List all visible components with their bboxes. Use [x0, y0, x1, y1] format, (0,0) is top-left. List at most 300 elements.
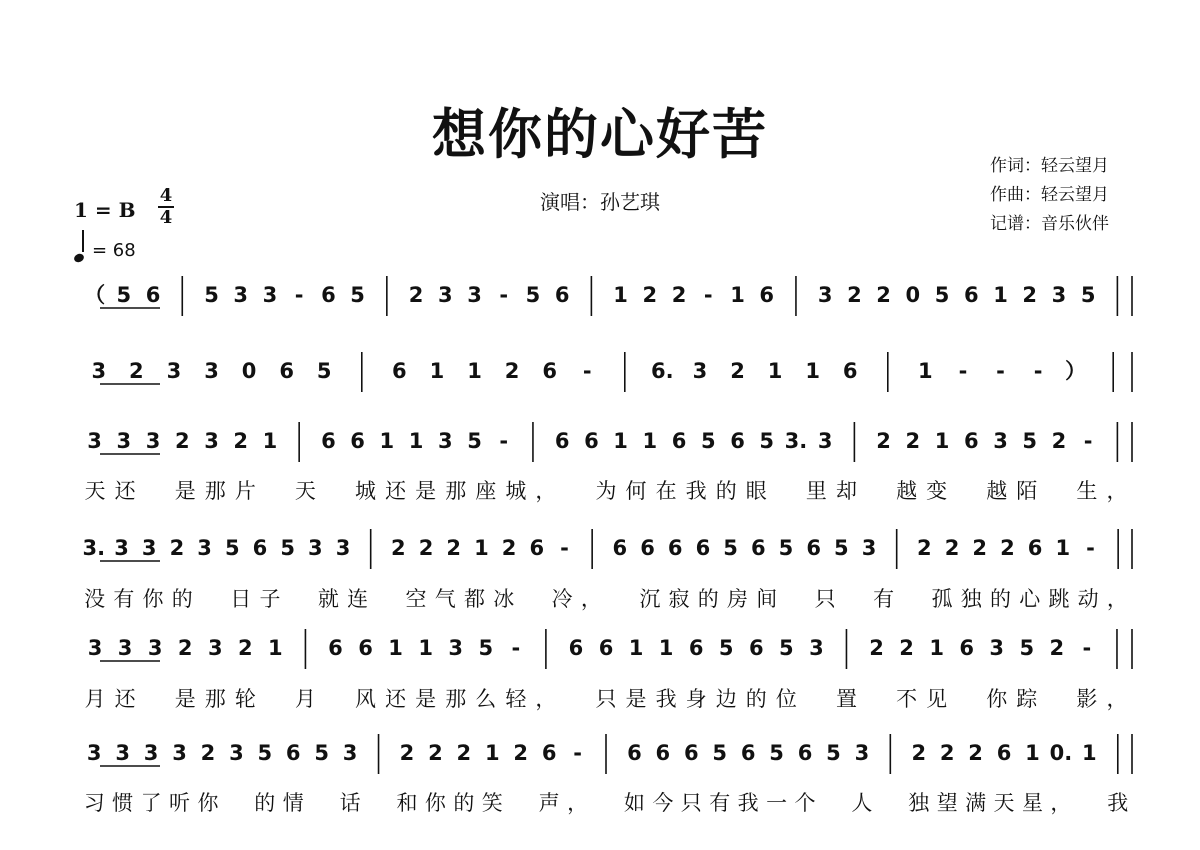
lyric-char: 座 [475, 479, 497, 503]
jianpu-note: 5 [1019, 636, 1035, 660]
lyric-char: 在 [655, 479, 677, 503]
jianpu-note: 6 [640, 536, 655, 560]
jianpu-note: 1 [993, 283, 1008, 307]
lyric-char: 生 [1076, 479, 1098, 503]
jianpu-note: 5 [116, 283, 132, 307]
jianpu-note: 5 [934, 283, 950, 307]
lyric-char: 边 [715, 687, 737, 711]
singer-credit: 演唱：孙艺琪 [540, 190, 660, 214]
lyric-char: 日 [230, 587, 252, 611]
jianpu-note: 5 [723, 536, 738, 560]
jianpu-note: 2 [200, 741, 216, 765]
lyric-char: 冷 [551, 587, 573, 611]
lyric-char: 话 [339, 791, 361, 815]
jianpu-note: 5 [478, 636, 494, 660]
lyric-char: 天 [993, 791, 1015, 815]
lyric-char: 天 [84, 479, 106, 503]
jianpu-note: 1 [767, 359, 783, 383]
jianpu-note: 2 [513, 741, 529, 765]
jianpu-note: 3 [437, 429, 453, 453]
jianpu-note: - [499, 429, 509, 453]
lyric-char: 空 [405, 587, 427, 611]
lyric-char: 笑 [481, 791, 503, 815]
jianpu-note: （ [84, 283, 106, 307]
lyric-char: 就 [317, 587, 339, 611]
jianpu-note: 2 [1000, 536, 1015, 560]
jianpu-note: 1 [929, 636, 944, 660]
lyric-char: 房 [727, 587, 748, 611]
jianpu-note: 2 [1051, 429, 1067, 453]
lyric-char: 独 [908, 791, 930, 815]
jianpu-note: 1 [484, 741, 500, 765]
jianpu-note: 2 [233, 429, 249, 453]
lyric-char: 只 [814, 587, 836, 611]
lyric-char: 如 [623, 791, 645, 815]
lyric-char: 不 [896, 687, 918, 711]
jianpu-note: 5 [779, 636, 794, 660]
jianpu-note: 3 [437, 283, 453, 307]
jianpu-note: ） [1065, 359, 1087, 383]
jianpu-note: 1 [805, 359, 820, 383]
jianpu-note: 3 [233, 283, 249, 307]
jianpu-note: 3 [87, 429, 102, 453]
jianpu-note: 2 [911, 741, 927, 765]
lyric-char: ， [1106, 687, 1128, 711]
lyric-char: 冰 [493, 587, 515, 611]
lyric-char: 一 [766, 791, 788, 815]
jianpu-note: 3 [989, 636, 1005, 660]
lyric-char: ， [580, 587, 602, 611]
jianpu-note: 1 [613, 283, 628, 307]
jianpu-note: 2 [642, 283, 658, 307]
lyric-char: ， [1050, 791, 1072, 815]
lyric-char: 沉 [639, 587, 661, 611]
jianpu-note: 6 [671, 429, 687, 453]
jianpu-note: 6 [612, 536, 628, 560]
transcriber-credit: 记谱：音乐伙伴 [990, 214, 1109, 234]
jianpu-note: 1 [918, 359, 933, 383]
jianpu-note: 2 [456, 741, 472, 765]
jianpu-note: 6 [568, 636, 584, 660]
jianpu-note: 5 [204, 283, 219, 307]
lyric-char: 动 [1077, 587, 1099, 611]
lyric-char: 情 [282, 791, 304, 815]
lyric-char: ， [1106, 479, 1128, 503]
jianpu-note: 5 [280, 536, 295, 560]
jianpu-note: 1 [388, 636, 403, 660]
jianpu-note: 5 [1080, 283, 1096, 307]
lyric-char: 间 [756, 587, 778, 611]
lyric-char: 城 [505, 479, 527, 503]
jianpu-note: 6 [279, 359, 294, 383]
jianpu-note: 5 [257, 741, 273, 765]
lyric-char: 的 [254, 791, 276, 815]
jianpu-note: 0. [1049, 741, 1073, 765]
jianpu-note: 6 [688, 636, 704, 660]
jianpu-note: 5 [316, 359, 332, 383]
jianpu-note: 6 [584, 429, 599, 453]
lyric-char: 身 [685, 687, 707, 711]
jianpu-note: 3 [204, 429, 219, 453]
jianpu-note: 6 [797, 741, 813, 765]
jianpu-note: 1 [1025, 741, 1040, 765]
lyric-char: 还 [114, 687, 136, 711]
jianpu-note: 3. [82, 536, 106, 560]
lyric-char: 片 [234, 479, 256, 503]
lyric-char: 你 [142, 587, 164, 611]
lyric-char: 轮 [234, 687, 256, 711]
jianpu-note: 6 [655, 741, 671, 765]
lyric-char: 眼 [745, 479, 767, 503]
jianpu-note: - [1082, 636, 1092, 660]
lyric-char: 了 [140, 791, 162, 815]
lyric-char: 我 [655, 687, 677, 711]
lyric-char: 子 [259, 587, 281, 611]
lyric-char: 里 [805, 479, 827, 503]
jianpu-note: 3 [342, 741, 358, 765]
jianpu-note: 3 [204, 359, 219, 383]
lyric-char: 变 [926, 479, 948, 503]
jianpu-note: 5 [525, 283, 541, 307]
lyric-char: 和 [396, 791, 418, 815]
jianpu-note: 5 [700, 429, 716, 453]
jianpu-note: 3 [467, 283, 482, 307]
jianpu-note: 1 [268, 636, 283, 660]
lyric-char: 为 [595, 479, 617, 503]
jianpu-note: 6 [963, 429, 979, 453]
lyric-char: 月 [84, 687, 106, 711]
jianpu-note: 1 [474, 536, 489, 560]
lyric-char: 越 [986, 479, 1008, 503]
jianpu-note: 3 [114, 536, 129, 560]
jianpu-note: 6 [541, 741, 557, 765]
jianpu-note: 3 [116, 429, 132, 453]
jianpu-note: 2 [129, 359, 144, 383]
lyric-char: 听 [169, 791, 191, 815]
lyric-char: 我 [1107, 791, 1129, 815]
jianpu-note: 1 [418, 636, 433, 660]
lyric-char: 望 [936, 791, 958, 815]
jianpu-note: 6 [554, 283, 570, 307]
lyric-char: 还 [114, 479, 136, 503]
lyric-char: 见 [926, 687, 948, 711]
jianpu-note: 2 [177, 636, 193, 660]
lyric-char: 习 [83, 791, 105, 815]
jianpu-note: 1 [730, 283, 745, 307]
lyric-char: 你 [197, 791, 219, 815]
jianpu-note: 5 [314, 741, 329, 765]
lyric-char: 却 [835, 479, 857, 503]
lyric-char: 惯 [112, 791, 134, 815]
jianpu-note: 5 [769, 741, 784, 765]
jianpu-note: 1 [934, 429, 950, 453]
jianpu-note: 2 [876, 429, 891, 453]
lyric-char: 何 [625, 479, 647, 503]
lyric-char: 那 [445, 687, 467, 711]
time-signature-bottom: 4 [159, 207, 173, 228]
lyric-char: 还 [385, 687, 407, 711]
lyric-char: 天 [294, 479, 316, 503]
jianpu-note: 3 [115, 741, 130, 765]
tempo-value: = 68 [92, 240, 136, 261]
jianpu-note: 3 [91, 359, 107, 383]
jianpu-note: 6 [759, 283, 775, 307]
jianpu-note: 1 [467, 359, 482, 383]
jianpu-note: 3 [143, 741, 159, 765]
jianpu-note: 5 [759, 429, 775, 453]
jianpu-note: 2 [944, 536, 960, 560]
lyric-char: 轻 [505, 687, 527, 711]
jianpu-note: 1 [1055, 536, 1071, 560]
jianpu-note: 2 [1049, 636, 1065, 660]
jianpu-note: 6 [695, 536, 711, 560]
key-signature: 1 = B [74, 198, 136, 222]
lyric-char: 还 [385, 479, 407, 503]
jianpu-note: 6 [996, 741, 1012, 765]
jianpu-note: 1 [1082, 741, 1097, 765]
jianpu-note: 5 [834, 536, 849, 560]
jianpu-note: 2 [876, 283, 891, 307]
jianpu-note: 1 [628, 636, 644, 660]
jianpu-note: 3 [141, 536, 157, 560]
lyric-char: 的 [715, 479, 737, 503]
jianpu-note: 3 [117, 636, 133, 660]
lyric-char: 气 [434, 587, 456, 611]
jianpu-note: 6 [730, 429, 745, 453]
jianpu-note: 6 [627, 741, 642, 765]
lyric-char: 月 [294, 687, 316, 711]
jianpu-note: 6. [651, 359, 674, 383]
jianpu-note: 6 [959, 636, 974, 660]
lyric-char: 影 [1076, 687, 1098, 711]
jianpu-note: - [958, 359, 968, 383]
jianpu-note: 2 [169, 536, 185, 560]
lyric-char: 是 [415, 687, 437, 711]
jianpu-note: 2 [391, 536, 406, 560]
lyric-char: 有 [113, 587, 135, 611]
jianpu-note: 2 [917, 536, 932, 560]
jianpu-note: 1 [658, 636, 674, 660]
jianpu-note: 2 [671, 283, 687, 307]
jianpu-note: 1 [379, 429, 395, 453]
jianpu-note: 1 [642, 429, 658, 453]
lyric-char: 独 [960, 587, 982, 611]
jianpu-note: 3 [817, 429, 833, 453]
lyric-char: 声 [538, 791, 560, 815]
jianpu-note: 6 [392, 359, 407, 383]
jianpu-note: 6 [740, 741, 756, 765]
jianpu-note: - [1033, 359, 1043, 383]
jianpu-note: - [560, 536, 569, 560]
lyric-char: 置 [835, 687, 857, 711]
jianpu-note: 3 [147, 636, 163, 660]
jianpu-note: - [511, 636, 521, 660]
jianpu-note: 6 [963, 283, 979, 307]
jianpu-note: 3 [335, 536, 351, 560]
jianpu-note: 3 [809, 636, 824, 660]
lyric-char: 的 [990, 587, 1011, 611]
jianpu-note: 5 [467, 429, 482, 453]
lyric-char: 风 [355, 687, 377, 711]
lyric-char: 的 [453, 791, 475, 815]
jianpu-note: 5 [1022, 429, 1038, 453]
jianpu-note: 6 [748, 636, 764, 660]
jianpu-note: 3 [308, 536, 323, 560]
jianpu-note: 2 [968, 741, 983, 765]
lyric-char: 越 [896, 479, 918, 503]
lyric-char: 陌 [1016, 479, 1038, 503]
lyric-char: 今 [652, 791, 674, 815]
jianpu-note: 0 [905, 283, 921, 307]
jianpu-note: 5 [224, 536, 240, 560]
jianpu-note: 2 [399, 741, 415, 765]
jianpu-note: 0 [241, 359, 257, 383]
lyric-char: 我 [737, 791, 759, 815]
jianpu-note: 6 [328, 636, 343, 660]
jianpu-note: 6 [806, 536, 821, 560]
lyric-char: 满 [965, 791, 987, 815]
jianpu-note: 5 [350, 283, 365, 307]
jianpu-note: 3 [166, 359, 182, 383]
song-title: 想你的心好苦 [432, 102, 768, 166]
jianpu-note: - [582, 359, 592, 383]
composer-credit: 作曲：轻云望月 [990, 185, 1109, 205]
jianpu-note: 2 [446, 536, 462, 560]
lyric-char: ， [535, 479, 557, 503]
jianpu-note: - [294, 283, 304, 307]
lyric-char: 人 [851, 791, 873, 815]
lyric-char: 只 [595, 687, 617, 711]
jianpu-note: 2 [504, 359, 520, 383]
jianpu-note: 6 [321, 429, 336, 453]
lyric-char: 没 [84, 587, 106, 611]
lyric-char: 的 [697, 587, 719, 611]
jianpu-note: 6 [542, 359, 557, 383]
jianpu-note: - [1083, 429, 1093, 453]
lyric-char: 城 [355, 479, 377, 503]
lyric-char: 踪 [1016, 687, 1038, 711]
jianpu-note: 3 [993, 429, 1008, 453]
jianpu-note: 2 [1022, 283, 1038, 307]
jianpu-note: 3 [145, 429, 161, 453]
lyric-char: 有 [709, 791, 731, 815]
jianpu-note: 3 [197, 536, 212, 560]
jianpu-note: 3 [229, 741, 244, 765]
jianpu-note: 2 [238, 636, 253, 660]
jianpu-note: 6 [683, 741, 699, 765]
lyric-char: 的 [171, 587, 193, 611]
jianpu-note: 6 [1027, 536, 1043, 560]
jianpu-note: 5 [826, 741, 841, 765]
lyric-char: 个 [794, 791, 816, 815]
time-signature-top: 4 [159, 185, 173, 206]
jianpu-note: 1 [262, 429, 278, 453]
lyric-char: ， [567, 791, 589, 815]
jianpu-note: 3 [448, 636, 464, 660]
jianpu-note: 6 [529, 536, 545, 560]
lyric-char: 都 [464, 587, 485, 611]
jianpu-note: 6 [321, 283, 336, 307]
jianpu-note: - [573, 741, 582, 765]
jianpu-note: 2 [939, 741, 955, 765]
jianpu-note: 3 [86, 741, 102, 765]
lyric-char: ， [1106, 587, 1128, 611]
jianpu-note: - [996, 359, 1005, 383]
jianpu-note: 3 [861, 536, 877, 560]
jianpu-note: 3 [207, 636, 223, 660]
lyric-char: 位 [775, 687, 797, 711]
lyric-char: 只 [680, 791, 702, 815]
jianpu-note: 1 [408, 429, 424, 453]
jianpu-note: 6 [842, 359, 858, 383]
jianpu-note: 2 [869, 636, 884, 660]
jianpu-note: 1 [613, 429, 628, 453]
jianpu-note: 2 [905, 429, 921, 453]
jianpu-note: - [1086, 536, 1095, 560]
jianpu-note: 6 [750, 536, 766, 560]
lyric-char: 那 [445, 479, 467, 503]
lyric-char: 孤 [931, 587, 953, 611]
jianpu-note: 2 [408, 283, 424, 307]
jianpu-note: 6 [554, 429, 570, 453]
lyric-char: 跳 [1048, 587, 1070, 611]
lyric-char: 有 [873, 587, 895, 611]
jianpu-note: 1 [429, 359, 445, 383]
jianpu-note: 3 [817, 283, 833, 307]
jianpu-note: 6 [358, 636, 373, 660]
lyric-char: 心 [1019, 587, 1041, 611]
lyric-char: 那 [204, 687, 226, 711]
lyric-char: 是 [625, 687, 647, 711]
jianpu-note: 2 [174, 429, 190, 453]
lyric-char: 寂 [668, 587, 690, 611]
jianpu-note: 5 [718, 636, 734, 660]
lyricist-credit: 作词：轻云望月 [990, 156, 1109, 176]
lyric-char: ， [535, 687, 557, 711]
lyric-char: 你 [424, 791, 446, 815]
jianpu-note: 2 [730, 359, 745, 383]
lyric-char: 是 [174, 687, 196, 711]
jianpu-note: 3 [1051, 283, 1067, 307]
jianpu-note: 3 [854, 741, 870, 765]
jianpu-note: 5 [712, 741, 728, 765]
lyric-char: 的 [745, 687, 767, 711]
lyric-char: 么 [475, 687, 497, 711]
lyric-char: 连 [347, 587, 369, 611]
lyric-char: 星 [1021, 791, 1043, 815]
jianpu-note: 2 [428, 741, 443, 765]
jianpu-note: 6 [667, 536, 683, 560]
jianpu-note: 6 [350, 429, 365, 453]
lyric-char: 那 [204, 479, 226, 503]
jianpu-note: 3 [692, 359, 708, 383]
jianpu-note: 3 [262, 283, 278, 307]
lyric-char: 是 [415, 479, 437, 503]
jianpu-note: 6 [252, 536, 268, 560]
lyric-char: 是 [174, 479, 196, 503]
jianpu-note: 3 [87, 636, 103, 660]
jianpu-note: - [703, 283, 713, 307]
jianpu-note: 5 [778, 536, 794, 560]
lyric-char: 我 [685, 479, 707, 503]
jianpu-note: 2 [418, 536, 434, 560]
jianpu-note: 3 [172, 741, 187, 765]
jianpu-note: 2 [847, 283, 862, 307]
jianpu-note: 2 [972, 536, 988, 560]
lyric-char: 你 [986, 687, 1008, 711]
jianpu-note: 2 [501, 536, 517, 560]
jianpu-note: 3. [784, 429, 808, 453]
